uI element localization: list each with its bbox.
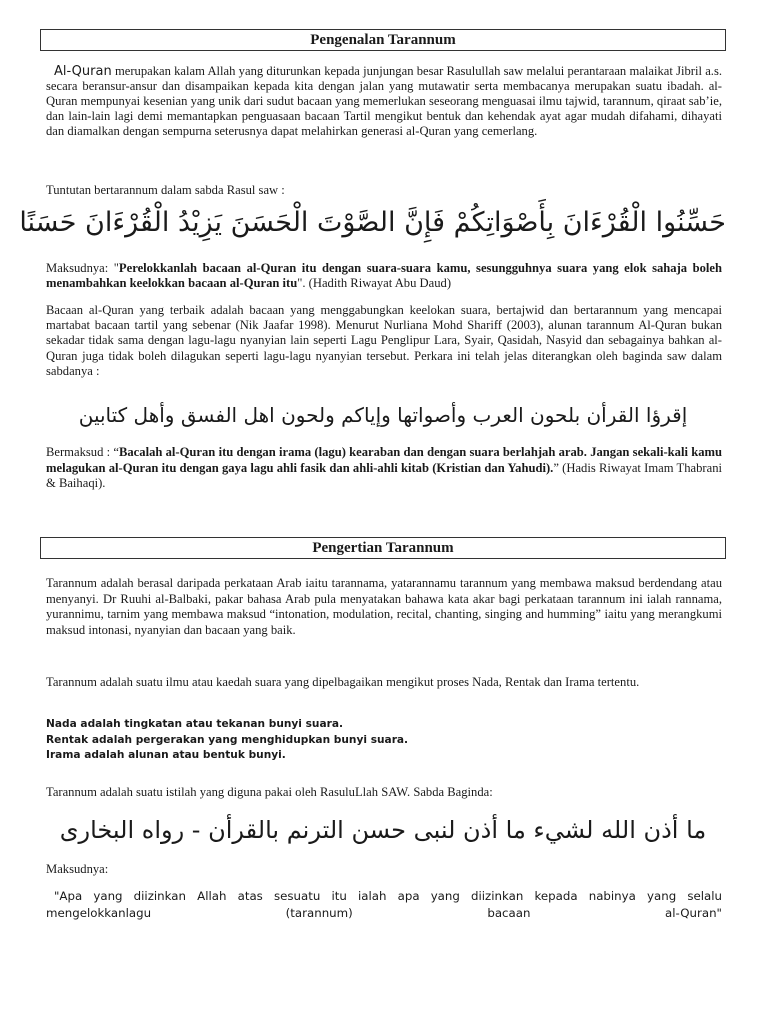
- hadith-arabic-3: ما أذن الله لشيء ما أذن لنبى حسن الترنم بالقرأن - رواه البخارى: [59, 816, 707, 844]
- maksud-1: [46, 261, 722, 291]
- maksud-2-suffix: ” (Hadis Riwayat Imam Thabrani & Baihaqi).: [46, 460, 722, 490]
- pengertian-paragraph-3: Tarannum adalah suatu istilah yang diguna pakai oleh RasuluLlah SAW. Sabda Baginda:: [46, 785, 493, 799]
- maksud-1-suffix: ". (Hadith Riwayat Abu Daud): [297, 276, 452, 290]
- maksud-1-bold: Perelokkanlah bacaan al-Quran itu dengan suara-suara kamu, sesungguhnya suara yang elok sahaja boleh menambahkan keelokkan bacaan al-Quran itu: [46, 261, 722, 290]
- quote-line-2: mengelokkanlagu (tarannum) bacaan al-Quran": [46, 906, 722, 920]
- definition-irama: Irama adalah alunan atau bentuk bunyi.: [46, 749, 286, 761]
- bacaan-paragraph: Bacaan al-Quran yang terbaik adalah bacaan yang menggabungkan keelokan suara, bertajwid dan bertarannum yang mencapai martabat bacaan tartil yang sebenar (Nik Jaafar 1998). Menurut Nurliana Mohd Shariff (2003), alunan tarannum Al-Quran bukan sekadar tidak sama dengan lagu-lagu nyanyian lain seperti Lagu Penglipur Lara, Syair, Qasidah, Nasyid dan sebagainya bahkan al-Quran juga tidak boleh dilagukan seperti lagu-lagu nyanyian tersebut. Perkara ini telah jelas diterangkan oleh baginda saw dalam sabdanya :: [46, 303, 722, 378]
- maksud-2-bold: Bacalah al-Quran itu dengan irama (lagu) kearaban dan dengan suara berlahjah arab. Jangan sekali-kali kamu melagukan al-Quran itu dengan gaya lagu ahli fasik dan ahli-ahli kitab (Kristian dan Yahudi).: [46, 445, 723, 475]
- intro-text: merupakan kalam Allah yang diturunkan kepada junjungan besar Rasulullah saw melalui perantaraan malaikat Jibril a.s. secara beransur-ansur dan disampaikan kepada kita dengan jalan yang mutawatir serta membacanya merupakan suatu ibadah. al-Quran mempunyai kesenian yang unik dari sudut bacaan yang memerlukan seseorang menguasai ilmu tajwid, tarannum, qiraat sab’ie, dan lain-lain lagi demi memantapkan penguasaan bacaan Tartil mengikut bentuk dan kehendak ayat agar mudah difahami, dihayati dan diamalkan dengan sempurna seterusnya dapat melahirkan generasi al-Quran yang cemerlang.: [46, 64, 722, 138]
- definition-rentak: Rentak adalah pergerakan yang menghidupkan bunyi suara.: [46, 733, 409, 746]
- tuntutan-line: Tuntutan bertarannum dalam sabda Rasul saw :: [46, 183, 285, 197]
- section-title-pengenalan: Pengenalan Tarannum: [40, 29, 726, 51]
- section-title-pengertian: Pengertian Tarannum: [40, 537, 726, 559]
- maksud-1-prefix: Maksudnya: ": [46, 261, 119, 275]
- definition-list: [46, 717, 722, 764]
- maksud-label: Maksudnya:: [46, 862, 109, 876]
- pengertian-paragraph-2: Tarannum adalah suatu ilmu atau kaedah suara yang dipelbagaikan mengikut proses Nada, Rentak dan Irama tertentu.: [46, 675, 640, 689]
- quote-block: [46, 888, 722, 922]
- hadith-arabic-2: إقرؤا القرأن بلحون العرب وأصواتها وإياكم ولحون اهل الفسق وأهل كتابين: [78, 403, 688, 427]
- hadith-arabic-1: حَسِّنُوا الْقُرْءَانَ بِأَصْوَاتِكُمْ فَإِنَّ الصَّوْتَ الْحَسَنَ يَزِيْدُ الْقُرْءَانَ حَسَنًا: [19, 207, 726, 238]
- intro-lead: Al-Quran: [54, 64, 112, 79]
- quote-line-1: "Apa yang diizinkan Allah atas sesuatu itu ialah apa yang diizinkan kepada nabinya yang selalu: [54, 889, 722, 903]
- definition-nada: Nada adalah tingkatan atau tekanan bunyi suara.: [46, 718, 344, 730]
- maksud-2: [46, 445, 722, 492]
- intro-paragraph: [46, 64, 722, 139]
- pengertian-paragraph-1: Tarannum adalah berasal daripada perkataan Arab iaitu tarannama, yatarannamu tarannum yang membawa maksud berdendang atau menyanyi. Dr Ruuhi al-Balbaki, pakar bahasa Arab pula menyatakan bahawa kata akar bagi perkataan tarannum ini ialah rannama, yurannimu, tarnim yang membawa maksud “intonation, modulation, recital, chanting, singing and humming” iaitu yang merangkumi maksud intonasi, nyanyian dan bacaan yang baik.: [46, 576, 722, 637]
- maksud-2-prefix: Bermaksud : “: [46, 445, 119, 459]
